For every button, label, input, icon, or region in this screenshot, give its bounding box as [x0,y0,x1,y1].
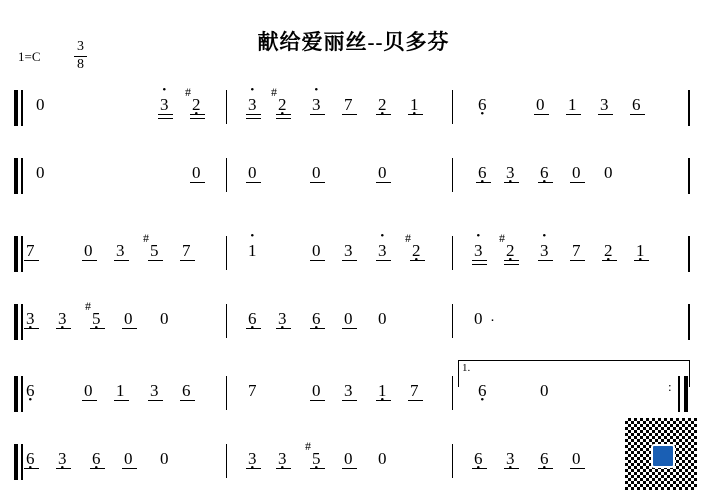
note: 6 • [248,310,257,327]
volta-label: 1. [462,362,471,374]
duration-beam [504,182,519,183]
system-3-melody [0,362,707,418]
augmentation-dot: · [490,311,495,328]
note: 3 • [58,450,67,467]
note: 1 • [378,382,387,399]
system-bracket-thin [21,90,23,126]
note: 0 [160,309,169,328]
note: 0 [604,163,613,182]
duration-beam [158,114,173,115]
duration-beam [342,114,357,115]
note: 3 [116,241,125,260]
system-bracket-thin [21,376,23,412]
note: 3 [344,241,353,260]
duration-beam [630,114,645,115]
barline [452,236,453,270]
note: 6 • [540,164,549,181]
note: 0 [474,309,483,328]
note: 0 [124,309,133,328]
qr-code-icon[interactable] [625,418,697,490]
note: # 2 • [192,96,201,113]
duration-beam [114,260,129,261]
note: 0 [84,241,93,260]
duration-beam [246,328,261,329]
note: 6 • [540,450,549,467]
note: 1 • [636,242,645,259]
duration-beam [56,328,71,329]
note: 0 [312,381,321,400]
system-bracket [14,304,18,340]
duration-beam [634,260,649,261]
duration-beam [148,400,163,401]
duration-beam [180,400,195,401]
volta-bracket [458,360,690,387]
note: 0 [378,163,387,182]
note: 0 [248,163,257,182]
barline [226,444,227,478]
duration-beam [376,400,391,401]
note: 3 • [506,450,515,467]
duration-beam [24,468,39,469]
duration-beam [246,468,261,469]
note: 3 • [26,310,35,327]
duration-beam [122,468,137,469]
note: • 1 [248,242,257,259]
note: 6 • [474,450,483,467]
duration-beam [570,468,585,469]
barline [688,304,690,340]
system-2-melody [0,232,707,278]
note: 6 • [312,310,321,327]
note: # 2 • [506,242,515,259]
note: 7 [26,241,35,260]
note: 3 • [278,450,287,467]
duration-beam [82,260,97,261]
note: 0 [378,309,387,328]
note: # 5 • [312,450,321,467]
barline [226,158,227,192]
barline [678,376,680,412]
system-bracket-thin [21,304,23,340]
system-bracket-thin [21,444,23,480]
duration-beam [310,182,325,183]
barline [226,90,227,124]
duration-beam [310,400,325,401]
barline [452,444,453,478]
note: • 3 [540,242,549,259]
note: 3 • [58,310,67,327]
duration-beam [538,182,553,183]
note: 0 [344,449,353,468]
note: 0 [540,381,549,400]
note: 0 [124,449,133,468]
barline [226,304,227,338]
note: # 2 • [278,96,287,113]
note: 0 [344,309,353,328]
note: 1 [568,95,577,114]
duration-beam [246,182,261,183]
duration-beam [246,118,261,119]
note: 6 • [478,164,487,181]
note: 7 [572,241,581,260]
note: 6 • [26,382,35,399]
barline [688,158,690,194]
note: 6 • [26,450,35,467]
barline [452,90,453,124]
note: 3 [150,381,159,400]
duration-beam [570,182,585,183]
time-signature-numerator: 3 [74,40,87,57]
system-bracket [14,376,18,412]
key-signature: 1=C [18,49,41,64]
duration-beam [122,328,137,329]
duration-beam [566,114,581,115]
duration-beam [342,328,357,329]
system-bracket [14,236,18,272]
duration-beam [310,260,325,261]
duration-beam [342,260,357,261]
duration-beam [376,182,391,183]
note: 0 [536,95,545,114]
duration-beam [570,260,585,261]
note: 6 • [478,382,487,399]
time-signature-denominator: 8 [77,56,84,72]
duration-beam [90,468,105,469]
duration-beam [602,260,617,261]
barline [688,90,690,126]
system-3-bass [0,440,707,486]
duration-beam [180,260,195,261]
note: 3 [600,95,609,114]
note: 0 [160,449,169,468]
final-barline [684,376,688,412]
note: # 5 • [92,310,101,327]
barline [452,376,453,410]
note: • 3 [160,96,169,113]
note: 0 [572,449,581,468]
note: 0 [192,163,201,182]
note: 0 [312,241,321,260]
duration-beam [56,468,71,469]
duration-beam [90,328,105,329]
duration-beam [472,264,487,265]
system-bracket-thin [21,158,23,194]
note: 0 [312,163,321,182]
system-bracket-thin [21,236,23,272]
note: • 3 [474,242,483,259]
duration-beam [24,328,39,329]
note: 0 [378,449,387,468]
duration-beam [276,328,291,329]
duration-beam [408,114,423,115]
system-bracket [14,444,18,480]
duration-beam [114,400,129,401]
duration-beam [190,114,205,115]
duration-beam [598,114,613,115]
note: 6 • [478,96,487,113]
note: 7 [344,95,353,114]
note: 1 • [410,96,419,113]
time-signature [74,40,87,72]
duration-beam [476,182,491,183]
note: 6 • [92,450,101,467]
note: 0 [36,163,45,182]
duration-beam [376,260,391,261]
duration-beam [310,468,325,469]
barline [688,236,690,272]
duration-beam [342,468,357,469]
note: 3 • [248,450,257,467]
duration-beam [82,400,97,401]
note: 3 [344,381,353,400]
duration-beam [410,260,425,261]
duration-beam [246,114,261,115]
duration-beam [158,118,173,119]
system-1-melody [0,86,707,132]
barline [452,158,453,192]
note: 0 [84,381,93,400]
note: 6 [182,381,191,400]
system-bracket [14,90,18,126]
duration-beam [190,182,205,183]
note: 3 • [506,164,515,181]
duration-beam [276,114,291,115]
note: • 3 [312,96,321,113]
duration-beam [534,114,549,115]
barline [452,304,453,338]
note: 0 [572,163,581,182]
duration-beam [24,260,39,261]
duration-beam [310,328,325,329]
note: # 5 [143,231,159,260]
note: 2 • [378,96,387,113]
page-title: 献给爱丽丝--贝多芬 [257,30,450,54]
duration-beam [472,468,487,469]
system-1-bass [0,154,707,200]
barline [226,236,227,270]
duration-beam [538,260,553,261]
note: 2 • [604,242,613,259]
duration-beam [276,118,291,119]
duration-beam [538,468,553,469]
duration-beam [342,400,357,401]
duration-beam [408,400,423,401]
note: 3 • [278,310,287,327]
note: # 2 • [412,242,421,259]
duration-beam [504,260,519,261]
duration-beam [504,468,519,469]
system-bracket [14,158,18,194]
duration-beam [310,114,325,115]
duration-beam [276,468,291,469]
note: 0 [36,95,45,114]
duration-beam [190,118,205,119]
note: 6 [632,95,641,114]
duration-beam [472,260,487,261]
note: • 3 [378,242,387,259]
note: • 3 [248,96,257,113]
duration-beam [148,260,163,261]
duration-beam [376,114,391,115]
note: 7 [182,241,191,260]
barline [226,376,227,410]
note: 7 [248,381,257,400]
repeat-dots: : [668,379,672,394]
duration-beam [504,264,519,265]
note: 7 [410,381,419,400]
system-2-bass [0,300,707,346]
note: 1 [116,381,125,400]
